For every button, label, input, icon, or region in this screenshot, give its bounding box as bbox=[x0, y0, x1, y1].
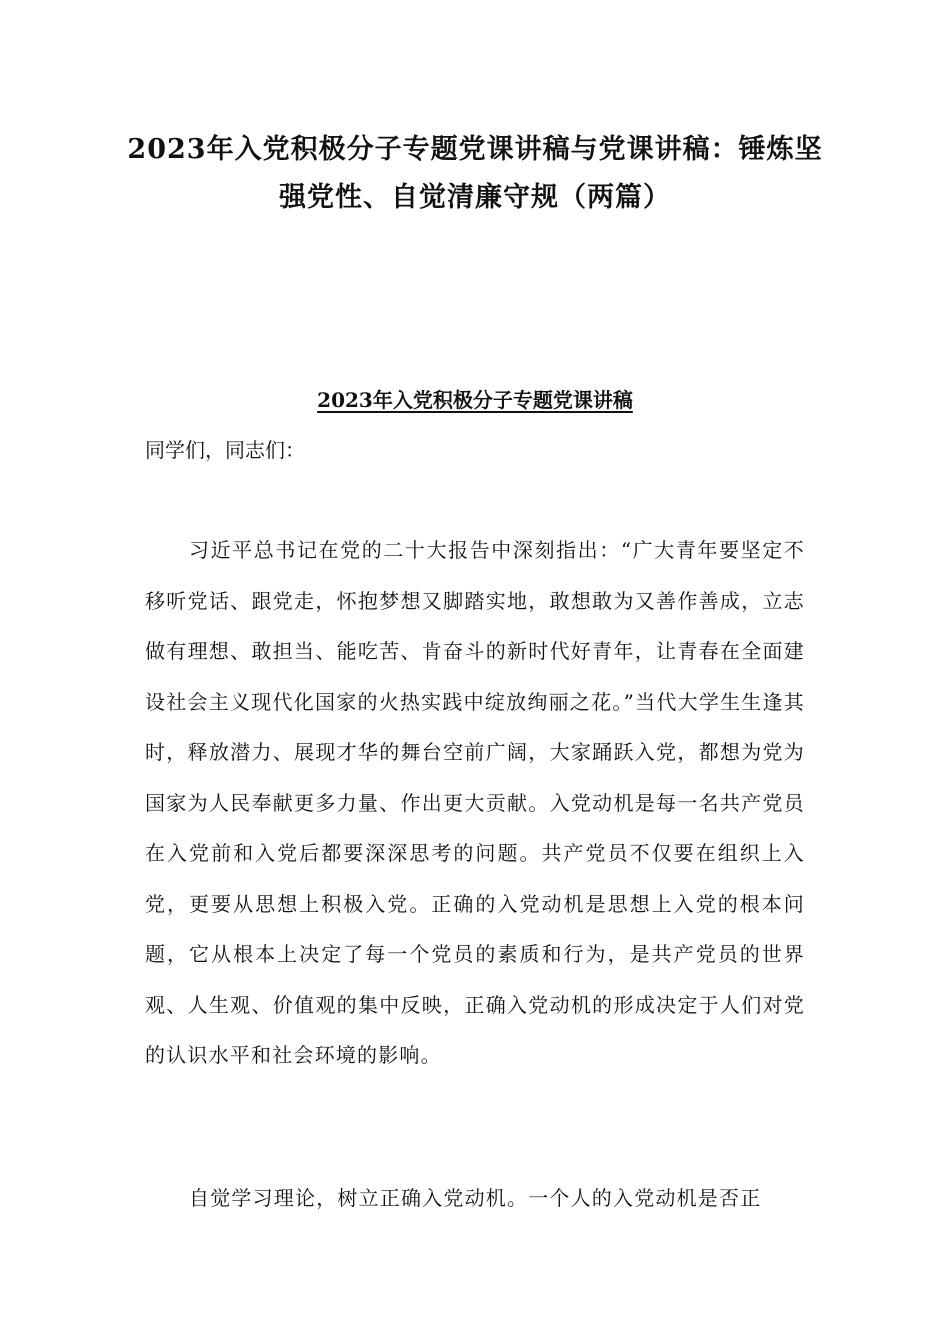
section-title: 2023年入党积极分子专题党课讲稿 bbox=[317, 388, 633, 412]
body-paragraph: 自觉学习理论，树立正确入党动机。一个人的入党动机是否正 bbox=[189, 1186, 762, 1210]
body-paragraph: 习近平总书记在党的二十大报告中深刻指出：“广大青年要坚定不移听党话、跟党走，怀抱梦想又脚踏实地，敢想敢为又善作善成，立志做有理想、敢担当、能吃苦、肯奋斗的新时代好青年，让青春在全面建设社会主义现代化国家的火热实践中绽放绚丽之花。”当代大学生生逢其时，释放潜力、展现才华的舞台空前广阔，大家踊跃入党，都想为党为国家为人民奉献更多力量、作出更大贡献。入党动机是每一名共产党员在入党前和入党后都要深深思考的问题。共产党员不仅要在组织上入党，更要从思想上积极入党。正确的入党动机是思想上入党的根本问题，它从根本上决定了每一个党员的素质和行为，是共产党员的世界观、人生观、价值观的集中反映，正确入党动机的形成决定于人们对党的认识水平和社会环境的影响。 bbox=[145, 538, 805, 1067]
document-title: 2023年入党积极分子专题党课讲稿与党课讲稿：锤炼坚强党性、自觉清廉守规（两篇） bbox=[127, 134, 823, 213]
greeting: 同学们，同志们： bbox=[145, 438, 305, 462]
